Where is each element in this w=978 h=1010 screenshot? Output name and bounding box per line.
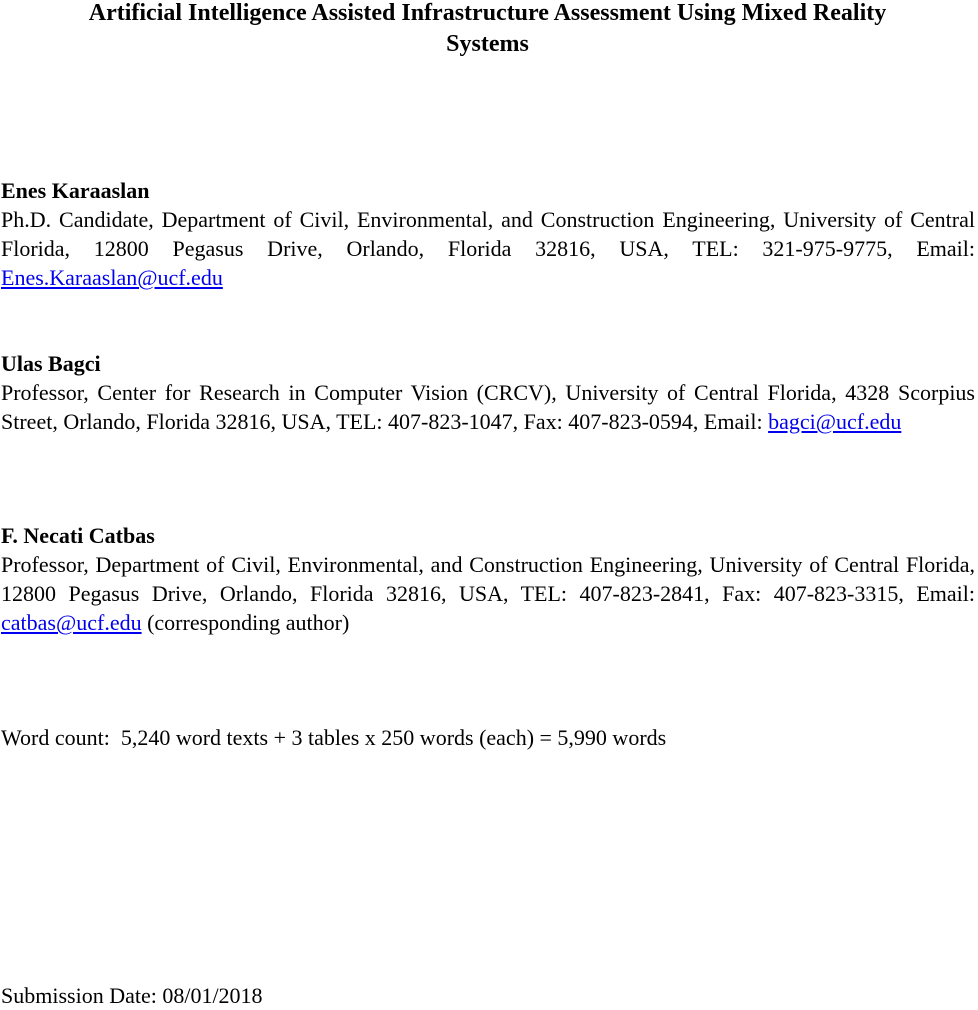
author-name: Ulas Bagci (1, 351, 101, 376)
submission-date: Submission Date: 08/01/2018 (1, 983, 263, 1008)
corresponding-author-note: (corresponding author) (141, 610, 350, 635)
author-email-link[interactable]: catbas@ucf.edu (1, 610, 142, 635)
paper-title (0, 0, 975, 60)
author-email-link[interactable]: Enes.Karaaslan@ucf.edu (1, 265, 223, 290)
author-affiliation (1, 378, 975, 436)
author-block-bagci (1, 349, 975, 436)
affiliation-text: Ph.D. Candidate, Department of Civil, Environmental, and Construction Engineering, University of Central Florida, 12800 Pegasus Drive, Orlando, Florida 32816, USA, TEL: 321-975-9775, (1, 207, 975, 261)
author-name: Enes Karaaslan (1, 178, 150, 203)
author-affiliation (1, 205, 975, 292)
affiliation-text: Professor, Center for Research in Computer Vision (CRCV), University of Central Florida, 4328 Scorpius Street, Orlando, Florida 32816, USA, TEL: 407-823-1047, Fax: 407-823-0594, Email: (1, 380, 975, 434)
author-block-catbas (1, 521, 975, 637)
author-block-karaaslan (1, 176, 975, 292)
email-label: Email: (903, 581, 976, 606)
word-count: Word count: 5,240 word texts + 3 tables x 250 words (each) = 5,990 words (1, 725, 667, 750)
paper-title-line-2: Systems (446, 31, 529, 57)
paper-title-line-1: Artificial Intelligence Assisted Infrastructure Assessment Using Mixed Reality (88, 0, 887, 26)
affiliation-text: Professor, Department of Civil, Environmental, and Construction Engineering, University of Central Florida, 12800 Pegasus Drive, Orlando, Florida 32816, USA, TEL: 407-823-2841, Fax: 407-823-3315, (1, 552, 975, 606)
email-label: Email: (916, 236, 975, 261)
author-name: F. Necati Catbas (1, 523, 155, 548)
author-affiliation (1, 550, 975, 637)
author-email-link[interactable]: bagci@ucf.edu (768, 409, 902, 434)
